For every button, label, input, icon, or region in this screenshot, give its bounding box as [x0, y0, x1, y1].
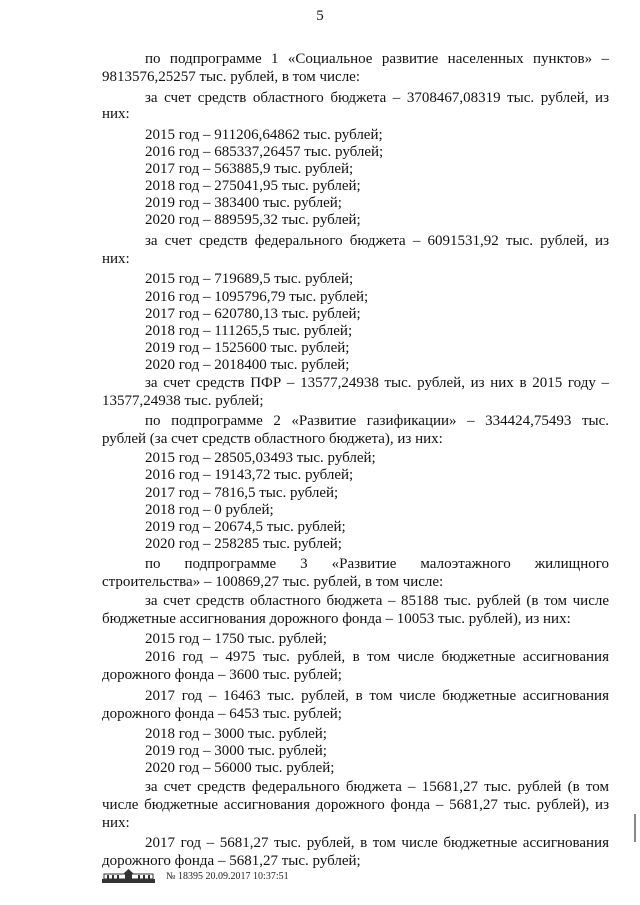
text-line: 2017 год – 563885,9 тыс. рублей;: [145, 161, 354, 177]
text-line: 2016 год – 4975 тыс. рублей, в том числе бюджетные ассигнования: [145, 649, 609, 665]
text-line: 2020 год – 258285 тыс. рублей;: [145, 536, 342, 552]
text-line: дорожного фонда – 6453 тыс. рублей;: [102, 706, 342, 722]
text-line: 2015 год – 719689,5 тыс. рублей;: [145, 271, 354, 287]
text-line: 2016 год – 19143,72 тыс. рублей;: [145, 467, 354, 483]
text-line: рублей (за счет средств областного бюджета), из них:: [102, 431, 443, 447]
text-line: 2019 год – 383400 тыс. рублей;: [145, 195, 342, 211]
text-line: 2015 год – 28505,03493 тыс. рублей;: [145, 450, 376, 466]
footer: [101, 868, 289, 884]
text-line: по подпрограмме 3 «Развитие малоэтажного жилищного: [145, 556, 609, 572]
text-line: 2016 год – 685337,26457 тыс. рублей;: [145, 144, 384, 160]
text-line: за счет средств федерального бюджета – 6091531,92 тыс. рублей, из: [145, 233, 609, 249]
text-line: них:: [102, 815, 130, 831]
text-line: 2018 год – 3000 тыс. рублей;: [145, 726, 327, 742]
text-line: них:: [102, 251, 130, 267]
text-line: бюджетные ассигнования дорожного фонда – 10053 тыс. рублей), из них:: [102, 611, 571, 627]
text-line: 2019 год – 20674,5 тыс. рублей;: [145, 519, 346, 535]
text-line: них:: [102, 106, 130, 122]
text-line: 2017 год – 620780,13 тыс. рублей;: [145, 306, 361, 322]
building-logo-icon: [101, 868, 156, 884]
text-line: 2019 год – 3000 тыс. рублей;: [145, 743, 327, 759]
text-line: 9813576,25257 тыс. рублей, в том числе:: [102, 69, 361, 85]
scan-edge-mark: [634, 814, 636, 842]
text-line: 2020 год – 2018400 тыс. рублей;: [145, 357, 350, 373]
text-line: 2020 год – 889595,32 тыс. рублей;: [145, 212, 361, 228]
text-line: 2017 год – 16463 тыс. рублей, в том числе бюджетные ассигнования: [145, 688, 609, 704]
text-line: по подпрограмме 2 «Развитие газификации» – 334424,75493 тыс.: [145, 413, 609, 429]
text-line: 2015 год – 911206,64862 тыс. рублей;: [145, 127, 383, 143]
document-stamp: № 18395 20.09.2017 10:37:51: [166, 870, 289, 882]
text-line: 2018 год – 0 рублей;: [145, 502, 274, 518]
text-line: дорожного фонда – 3600 тыс. рублей;: [102, 667, 342, 683]
text-line: 13577,24938 тыс. рублей;: [102, 393, 264, 409]
text-line: за счет средств ПФР – 13577,24938 тыс. рублей, из них в 2015 году –: [145, 375, 609, 391]
text-line: 2019 год – 1525600 тыс. рублей;: [145, 340, 350, 356]
text-line: дорожного фонда – 5681,27 тыс. рублей;: [102, 853, 361, 869]
text-line: 2017 год – 5681,27 тыс. рублей, в том числе бюджетные ассигнования: [145, 835, 609, 851]
page-number: 5: [316, 8, 324, 24]
text-line: строительства» – 100869,27 тыс. рублей, в том числе:: [102, 574, 444, 590]
text-line: 2015 год – 1750 тыс. рублей;: [145, 631, 327, 647]
text-line: 2018 год – 111265,5 тыс. рублей;: [145, 323, 353, 339]
text-line: числе бюджетные ассигнования дорожного фонда – 5681,27 тыс. рублей), из: [102, 797, 609, 813]
text-line: 2017 год – 7816,5 тыс. рублей;: [145, 485, 339, 501]
text-line: за счет средств областного бюджета – 3708467,08319 тыс. рублей, из: [145, 90, 609, 106]
text-line: 2018 год – 275041,95 тыс. рублей;: [145, 178, 361, 194]
text-line: за счет средств федерального бюджета – 15681,27 тыс. рублей (в том: [145, 779, 609, 795]
text-line: за счет средств областного бюджета – 85188 тыс. рублей (в том числе: [145, 593, 609, 609]
text-line: 2016 год – 1095796,79 тыс. рублей;: [145, 289, 369, 305]
text-line: 2020 год – 56000 тыс. рублей;: [145, 760, 335, 776]
text-line: по подпрограмме 1 «Социальное развитие населенных пунктов» –: [145, 51, 609, 67]
